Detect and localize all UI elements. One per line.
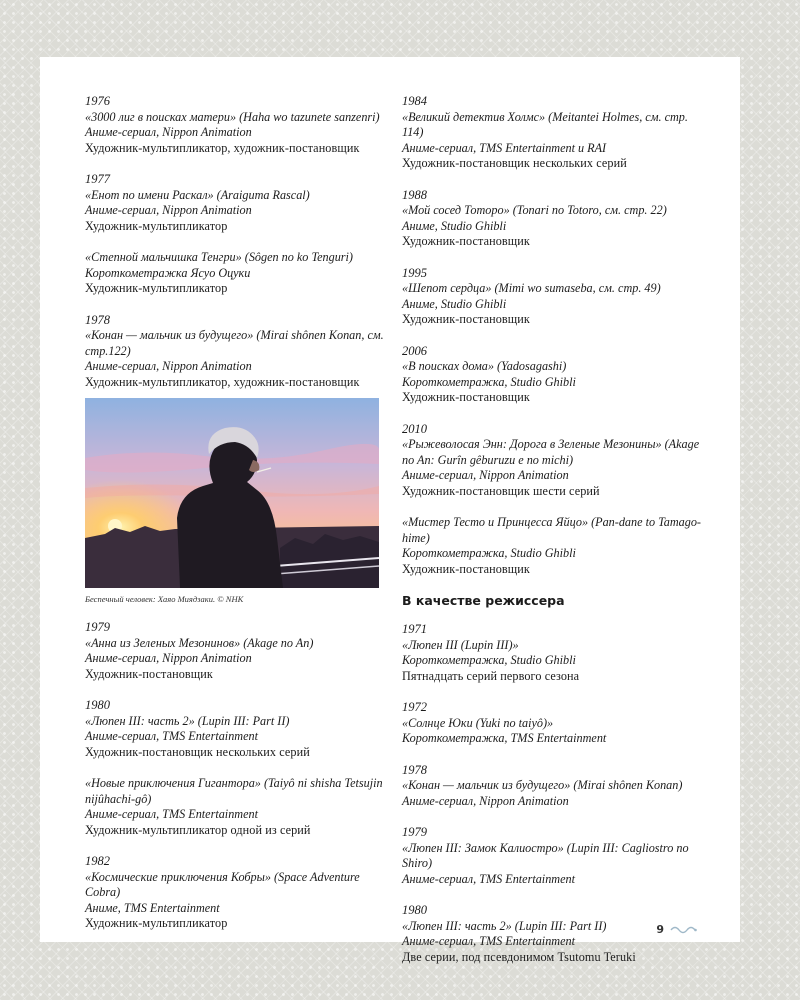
entry-role: Художник-мультипликатор, художник-постановщик xyxy=(85,374,360,389)
page-sheet xyxy=(40,57,740,964)
filmography-entry xyxy=(85,94,385,156)
entry-role: Художник-постановщик xyxy=(402,390,530,404)
page-footer xyxy=(656,923,698,936)
entry-title: «Солнце Юки (Yuki no taiyô)» xyxy=(402,715,554,730)
entry-type: Короткометражка, TMS Entertainment xyxy=(402,731,607,745)
entry-title: «Шепот сердца» (Mimi wo sumaseba, см. стр. 49) xyxy=(402,281,661,295)
entry-year: 1982 xyxy=(85,854,110,868)
director-credits-list xyxy=(402,622,707,965)
ornament-icon xyxy=(670,925,698,935)
artist-credits-list xyxy=(402,94,707,577)
page-number: 9 xyxy=(656,923,664,936)
entry-title: «Мистер Тесто и Принцесса Яйцо» (Pan-dane to Tamago-hime) xyxy=(402,515,701,545)
entry-year: 1978 xyxy=(85,312,110,327)
entry-role: Две серии, под псевдонимом Tsutomu Teruki xyxy=(402,949,636,964)
entry-title: «Люпен III (Lupin III)» xyxy=(402,637,519,652)
entry-year: 1979 xyxy=(402,825,427,839)
filmography-entry xyxy=(85,313,385,391)
filmography-entry xyxy=(402,700,707,747)
filmography-entry xyxy=(402,188,707,250)
entry-type: Аниме-сериал, TMS Entertainment xyxy=(402,871,575,886)
entry-year: 1980 xyxy=(402,903,427,917)
miyazaki-photo xyxy=(85,398,379,588)
entry-title: «Конан — мальчик из будущего» (Mirai shônen Konan, см. стр.122) xyxy=(85,328,384,358)
filmography-entry xyxy=(85,698,385,760)
filmography-column-left-lower xyxy=(85,620,385,948)
entry-year: 1984 xyxy=(402,94,427,108)
entry-type: Аниме-сериал, Nippon Animation xyxy=(85,203,252,217)
entry-title: «Анна из Зеленых Мезонинов» (Akage no An) xyxy=(85,635,314,650)
filmography-entry xyxy=(402,515,707,577)
entry-type: Аниме, TMS Entertainment xyxy=(85,900,220,915)
filmography-entry xyxy=(402,825,707,887)
entry-title: «В поисках дома» (Yadosagashi) xyxy=(402,359,567,373)
entry-title: «Космические приключения Кобры» (Space Adventure Cobra) xyxy=(85,869,360,899)
entry-type: Аниме-сериал, Nippon Animation xyxy=(85,651,252,665)
entry-role: Художник-постановщик xyxy=(402,312,530,326)
entry-type: Аниме-сериал, TMS Entertainment xyxy=(85,807,258,821)
filmography-entry xyxy=(402,344,707,406)
entry-type: Аниме-сериал, TMS Entertainment и RAI xyxy=(402,140,607,155)
entry-role: Художник-мультипликатор xyxy=(85,916,228,930)
entry-type: Аниме-сериал, TMS Entertainment xyxy=(402,934,575,948)
entry-role: Художник-постановщик нескольких серий xyxy=(402,156,627,170)
entry-role: Пятнадцать серий первого сезона xyxy=(402,668,580,683)
entry-title: «Рыжеволосая Энн: Дорога в Зеленые Мезонины» (Akage no An: Gurîn gêburuzu e no michi) xyxy=(402,437,700,467)
entry-type: Аниме-сериал, Nippon Animation xyxy=(402,793,569,808)
entry-role: Художник-мультипликатор одной из серий xyxy=(85,822,311,837)
entry-title: «Енот по имени Раскал» (Araiguma Rascal) xyxy=(85,187,310,202)
entry-type: Аниме-сериал, Nippon Animation xyxy=(402,468,569,482)
entry-type: Аниме, Studio Ghibli xyxy=(402,218,507,233)
entry-title: «Мой сосед Тоторо» (Tonari no Totoro, см. стр. 22) xyxy=(402,203,667,217)
entry-type: Аниме-сериал, TMS Entertainment xyxy=(85,729,258,743)
entry-year: 1976 xyxy=(85,94,110,108)
entry-title: «Конан — мальчик из будущего» (Mirai shônen Konan) xyxy=(402,778,683,792)
entry-year: 1978 xyxy=(402,762,427,777)
filmography-entry xyxy=(402,763,707,810)
entry-type: Короткометражка Ясуо Оцуки xyxy=(85,265,251,280)
filmography-column-right xyxy=(402,94,707,981)
entry-title: «Люпен III: Замок Калиостро» (Lupin III: Cagliostro no Shiro) xyxy=(402,840,689,870)
director-section-heading: В качестве режиссера xyxy=(402,593,565,608)
entry-role: Художник-постановщик xyxy=(402,234,530,248)
entry-title: «Степной мальчишка Тенгри» (Sôgen no ko Tenguri) xyxy=(85,250,353,264)
entry-type: Короткометражка, Studio Ghibli xyxy=(402,653,576,667)
entry-role: Художник-мультипликатор xyxy=(85,218,228,233)
entry-title: «Люпен III: часть 2» (Lupin III: Part II) xyxy=(402,918,607,933)
entry-year: 2006 xyxy=(402,343,427,358)
entry-role: Художник-постановщик нескольких серий xyxy=(85,744,310,759)
entry-role: Художник-постановщик xyxy=(85,666,213,681)
photo-caption: Беспечный человек: Хаяо Миядзаки. © NHK xyxy=(85,594,244,604)
filmography-entry xyxy=(85,854,385,932)
filmography-entry xyxy=(402,266,707,328)
entry-year: 2010 xyxy=(402,421,427,436)
entry-type: Короткометражка, Studio Ghibli xyxy=(402,374,576,389)
entry-year: 1980 xyxy=(85,698,110,712)
filmography-entry xyxy=(402,94,707,172)
filmography-column-left xyxy=(85,94,385,406)
entry-year: 1977 xyxy=(85,172,110,186)
entry-type: Аниме-сериал, Nippon Animation xyxy=(85,359,252,373)
entry-year: 1988 xyxy=(402,187,427,202)
filmography-entry xyxy=(402,422,707,500)
filmography-entry xyxy=(85,250,385,297)
entry-type: Аниме, Studio Ghibli xyxy=(402,296,507,311)
entry-title: «Люпен III: часть 2» (Lupin III: Part II) xyxy=(85,713,290,728)
entry-role: Художник-постановщик xyxy=(402,561,530,576)
entry-year: 1995 xyxy=(402,265,427,280)
entry-title: «Новые приключения Гигантора» (Taiyô ni shisha Tetsujin nijûhachi-gô) xyxy=(85,776,383,806)
filmography-entry xyxy=(85,776,385,838)
entry-year: 1972 xyxy=(402,700,427,714)
entry-role: Художник-постановщик шести серий xyxy=(402,483,600,498)
entry-type: Короткометражка, Studio Ghibli xyxy=(402,546,576,560)
entry-year: 1979 xyxy=(85,620,110,634)
entry-role: Художник-мультипликатор xyxy=(85,281,228,295)
filmography-entry xyxy=(402,622,707,684)
entry-year: 1971 xyxy=(402,622,427,636)
entry-type: Аниме-сериал, Nippon Animation xyxy=(85,125,252,139)
filmography-entry xyxy=(85,620,385,682)
filmography-entry xyxy=(85,172,385,234)
entry-title: «3000 лиг в поисках матери» (Haha wo tazunete sanzenri) xyxy=(85,109,380,124)
entry-role: Художник-мультипликатор, художник-постановщик xyxy=(85,140,360,155)
entry-title: «Великий детектив Холмс» (Meitantei Holmes, см. стр. 114) xyxy=(402,109,688,139)
